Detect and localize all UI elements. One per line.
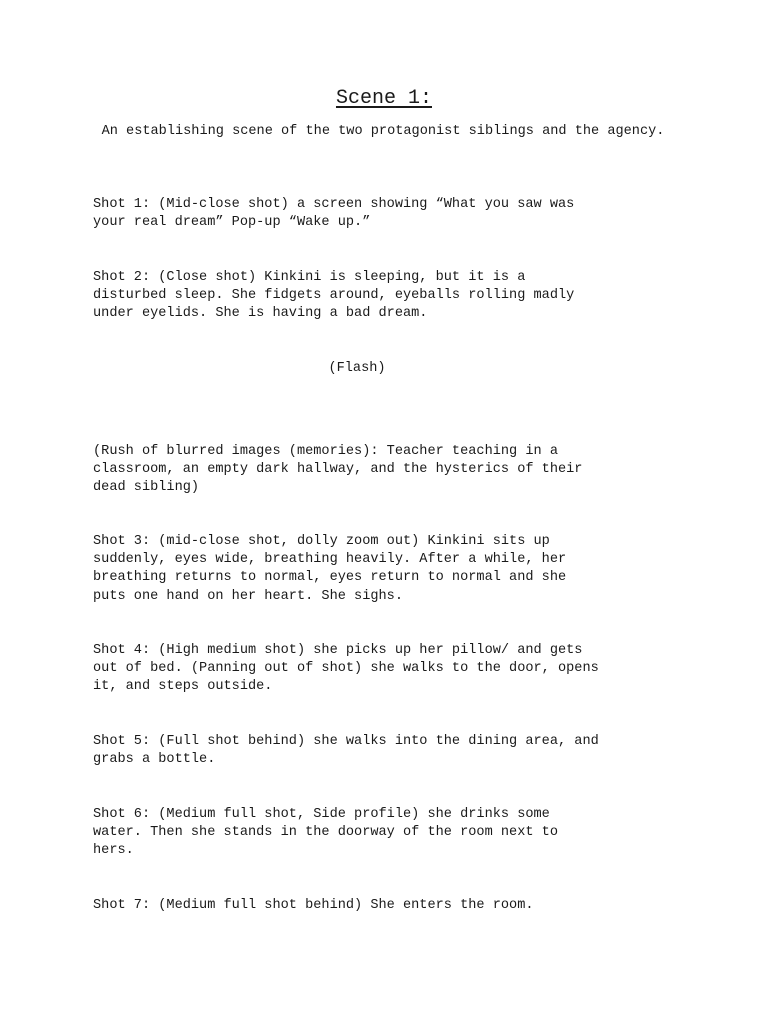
shot-4-paragraph: Shot 4: (High medium shot) she picks up her pillow/ and gets out of bed. (Panning out of shot) she walks to the door, opens it, and steps outside. [93,643,599,695]
shot-7-paragraph: Shot 7: (Medium full shot behind) She enters the room. [93,898,534,913]
flash-direction: (Flash) [328,361,386,376]
shot-3-paragraph: Shot 3: (mid-close shot, dolly zoom out) Kinkini sits up suddenly, eyes wide, breathing heavily. After a while, her breathing returns to normal, eyes return to normal and she puts one hand on her heart. She sighs. [93,534,567,604]
scene-description: An establishing scene of the two protagonist siblings and the agency. [101,124,665,139]
shot-2-paragraph: Shot 2: (Close shot) Kinkini is sleeping, but it is a disturbed sleep. She fidgets around, eyeballs rolling madly under eyelids. She is having a bad dream. [93,270,575,322]
scene-title: Scene 1: [335,87,432,110]
shot-6-paragraph: Shot 6: (Medium full shot, Side profile) she drinks some water. Then she stands in the doorway of the room next to hers. [93,807,558,859]
shot-5-paragraph: Shot 5: (Full shot behind) she walks into the dining area, and grabs a bottle. [93,734,599,768]
memories-paragraph: (Rush of blurred images (memories): Teacher teaching in a classroom, an empty dark hallway, and the hysterics of their dead sibling) [93,444,583,496]
shot-1-paragraph: Shot 1: (Mid-close shot) a screen showing “What you saw was your real dream” Pop-up “Wake up.” [93,197,575,231]
